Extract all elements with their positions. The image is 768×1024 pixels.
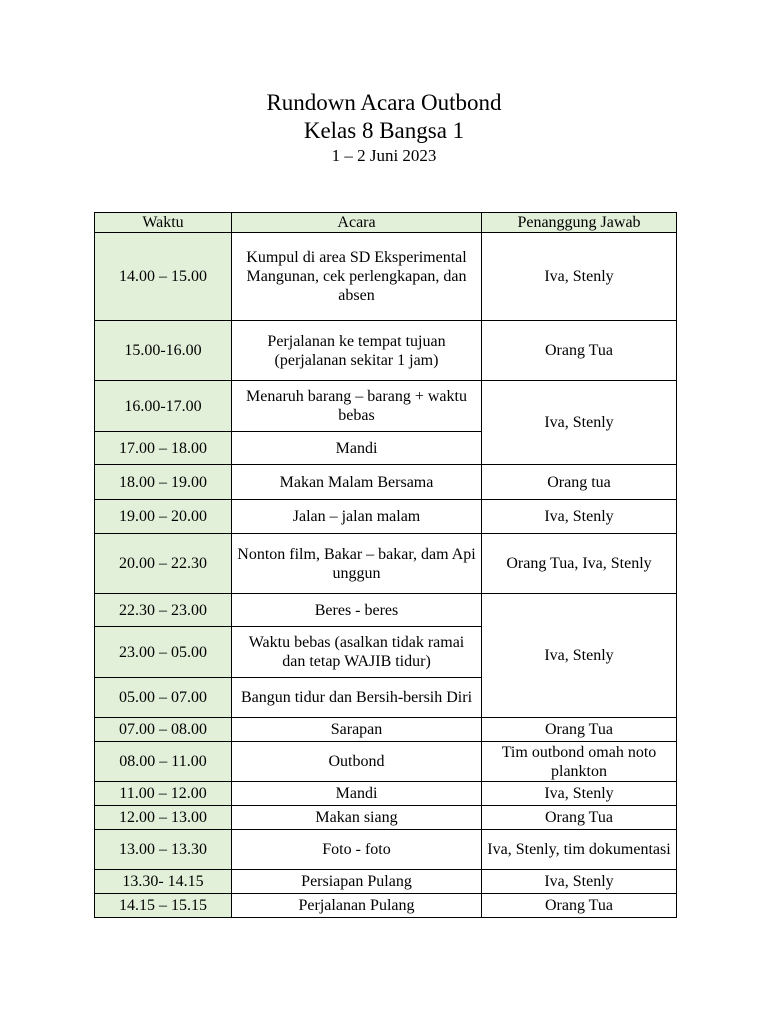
table-row bbox=[95, 742, 677, 782]
pic-cell: Iva, Stenly bbox=[482, 500, 677, 534]
event-cell: Waktu bebas (asalkan tidak ramai dan tetap WAJIB tidur) bbox=[232, 627, 482, 678]
event-cell: Perjalanan ke tempat tujuan (perjalanan sekitar 1 jam) bbox=[232, 321, 482, 381]
pic-cell: Orang Tua bbox=[482, 806, 677, 830]
table-row bbox=[95, 870, 677, 894]
event-cell: Beres - beres bbox=[232, 594, 482, 627]
document-date: 1 – 2 Juni 2023 bbox=[331, 146, 437, 165]
event-cell: Persiapan Pulang bbox=[232, 870, 482, 894]
pic-cell: Iva, Stenly bbox=[482, 870, 677, 894]
pic-cell: Orang Tua bbox=[482, 894, 677, 918]
time-cell: 17.00 – 18.00 bbox=[95, 432, 232, 465]
pic-cell: Iva, Stenly bbox=[482, 233, 677, 321]
table-row bbox=[95, 782, 677, 806]
time-cell: 14.15 – 15.15 bbox=[95, 894, 232, 918]
time-cell: 14.00 – 15.00 bbox=[95, 233, 232, 321]
event-cell: Mandi bbox=[232, 432, 482, 465]
pic-cell: Orang tua bbox=[482, 465, 677, 500]
document-subtitle: Kelas 8 Bangsa 1 bbox=[303, 118, 465, 143]
event-cell: Nonton film, Bakar – bakar, dam Api unggun bbox=[232, 534, 482, 594]
event-cell: Sarapan bbox=[232, 718, 482, 742]
table-row bbox=[95, 233, 677, 321]
event-cell: Jalan – jalan malam bbox=[232, 500, 482, 534]
table-row bbox=[95, 718, 677, 742]
pic-cell: Iva, Stenly bbox=[482, 381, 677, 465]
time-cell: 05.00 – 07.00 bbox=[95, 678, 232, 718]
pic-cell: Iva, Stenly bbox=[482, 594, 677, 718]
table-row bbox=[95, 894, 677, 918]
time-cell: 22.30 – 23.00 bbox=[95, 594, 232, 627]
table-row bbox=[95, 321, 677, 381]
event-cell: Kumpul di area SD Eksperimental Mangunan, cek perlengkapan, dan absen bbox=[232, 233, 482, 321]
table-header-row bbox=[95, 213, 677, 233]
time-cell: 23.00 – 05.00 bbox=[95, 627, 232, 678]
rundown-table bbox=[94, 212, 677, 918]
event-cell: Makan Malam Bersama bbox=[232, 465, 482, 500]
time-cell: 07.00 – 08.00 bbox=[95, 718, 232, 742]
table-row bbox=[95, 830, 677, 870]
event-cell: Foto - foto bbox=[232, 830, 482, 870]
table-row bbox=[95, 465, 677, 500]
event-cell: Makan siang bbox=[232, 806, 482, 830]
table-row bbox=[95, 500, 677, 534]
table-row bbox=[95, 534, 677, 594]
event-cell: Bangun tidur dan Bersih-bersih Diri bbox=[232, 678, 482, 718]
table-row bbox=[95, 381, 677, 432]
time-cell: 13.00 – 13.30 bbox=[95, 830, 232, 870]
pic-cell: Iva, Stenly bbox=[482, 782, 677, 806]
event-cell: Mandi bbox=[232, 782, 482, 806]
time-cell: 15.00-16.00 bbox=[95, 321, 232, 381]
time-cell: 18.00 – 19.00 bbox=[95, 465, 232, 500]
pic-cell: Orang Tua, Iva, Stenly bbox=[482, 534, 677, 594]
time-cell: 11.00 – 12.00 bbox=[95, 782, 232, 806]
time-cell: 12.00 – 13.00 bbox=[95, 806, 232, 830]
event-cell: Outbond bbox=[232, 742, 482, 782]
pic-cell: Tim outbond omah noto plankton bbox=[482, 742, 677, 782]
time-cell: 13.30- 14.15 bbox=[95, 870, 232, 894]
table-row bbox=[95, 594, 677, 627]
column-header-acara: Acara bbox=[232, 213, 482, 233]
pic-cell: Orang Tua bbox=[482, 718, 677, 742]
table-row bbox=[95, 806, 677, 830]
event-cell: Menaruh barang – barang + waktu bebas bbox=[232, 381, 482, 432]
document-title: Rundown Acara Outbond bbox=[266, 90, 502, 115]
time-cell: 20.00 – 22.30 bbox=[95, 534, 232, 594]
pic-cell: Orang Tua bbox=[482, 321, 677, 381]
column-header-waktu: Waktu bbox=[95, 213, 232, 233]
event-cell: Perjalanan Pulang bbox=[232, 894, 482, 918]
time-cell: 16.00-17.00 bbox=[95, 381, 232, 432]
time-cell: 08.00 – 11.00 bbox=[95, 742, 232, 782]
pic-cell: Iva, Stenly, tim dokumentasi bbox=[482, 830, 677, 870]
column-header-penanggung-jawab: Penanggung Jawab bbox=[482, 213, 677, 233]
time-cell: 19.00 – 20.00 bbox=[95, 500, 232, 534]
